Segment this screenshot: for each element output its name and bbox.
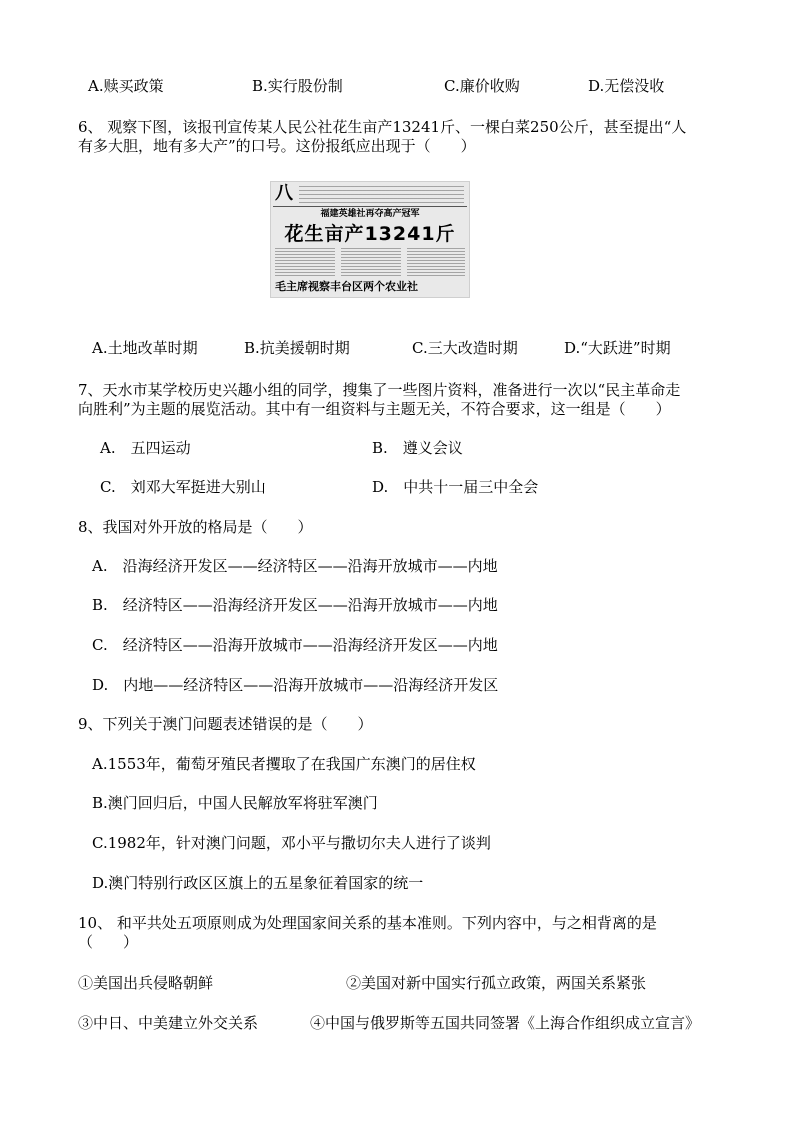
newspaper-column-middle <box>341 248 401 278</box>
q6-stem-line1: 6、 观察下图，该报刊宣传某人民公社花生亩产13241斤、一棵白菜250公斤，甚至提出“人 <box>78 118 687 136</box>
newspaper-image <box>270 181 470 298</box>
q8-option-a: A. 沿海经济开发区——经济特区——沿海开放城市——内地 <box>92 557 498 575</box>
q10-stem-line2: （ ） <box>78 933 139 951</box>
q9-option-c: C.1982年，针对澳门问题，邓小平与撒切尔夫人进行了谈判 <box>92 834 491 852</box>
newspaper-headline: 花生亩产13241斤 <box>284 223 456 245</box>
q5-option-a: A.赎买政策 <box>88 77 164 95</box>
q10-item-4: ④中国与俄罗斯等五国共同签署《上海合作组织成立宣言》 <box>310 1014 701 1032</box>
q7-option-d: D. 中共十一届三中全会 <box>372 478 539 496</box>
newspaper-masthead: 八 <box>275 183 293 204</box>
q7-option-b: B. 遵义会议 <box>372 439 463 457</box>
q7-stem-line2: 向胜利”为主题的展览活动。其中有一组资料与主题无关，不符合要求，这一组是（ ） <box>78 400 671 418</box>
q10-stem-line1: 10、 和平共处五项原则成为处理国家间关系的基本准则。下列内容中，与之相背离的是 <box>78 914 657 932</box>
q5-option-d: D.无偿没收 <box>588 77 665 95</box>
newspaper-rule-top <box>273 206 467 207</box>
q5-option-b: B.实行股份制 <box>252 77 343 95</box>
q9-option-b: B.澳门回归后，中国人民解放军将驻军澳门 <box>92 794 378 812</box>
q8-stem: 8、我国对外开放的格局是（ ） <box>78 518 313 536</box>
newspaper-column-left <box>275 248 335 278</box>
q7-option-c: C. 刘邓大军挺进大别山 <box>100 478 266 496</box>
q8-option-b: B. 经济特区——沿海经济开发区——沿海开放城市——内地 <box>92 596 498 614</box>
q6-option-a: A.土地改革时期 <box>92 339 198 357</box>
q9-stem: 9、下列关于澳门问题表述错误的是（ ） <box>78 715 373 733</box>
q9-option-d: D.澳门特别行政区区旗上的五星象征着国家的统一 <box>92 874 424 892</box>
newspaper-header-text <box>299 186 464 204</box>
q6-option-d: D.“大跃进”时期 <box>564 339 671 357</box>
newspaper-column-right <box>407 248 465 278</box>
q7-option-a: A. 五四运动 <box>100 439 191 457</box>
q10-item-1: ①美国出兵侵略朝鲜 <box>78 974 214 992</box>
q7-stem-line1: 7、天水市某学校历史兴趣小组的同学，搜集了一些图片资料，准备进行一次以“民主革命走 <box>78 381 681 399</box>
newspaper-subheadline: 福建英雄社再夺高产冠军 <box>320 209 420 219</box>
q10-item-2: ②美国对新中国实行孤立政策，两国关系紧张 <box>346 974 647 992</box>
q6-option-b: B.抗美援朝时期 <box>244 339 350 357</box>
q6-option-c: C.三大改造时期 <box>412 339 518 357</box>
q8-option-c: C. 经济特区——沿海开放城市——沿海经济开发区——内地 <box>92 636 498 654</box>
q8-option-d: D. 内地——经济特区——沿海开放城市——沿海经济开发区 <box>92 676 499 694</box>
q5-option-c: C.廉价收购 <box>444 77 520 95</box>
q6-stem-line2: 有多大胆，地有多大产”的口号。这份报纸应出现于（ ） <box>78 137 476 155</box>
q9-option-a: A.1553年，葡萄牙殖民者攫取了在我国广东澳门的居住权 <box>92 755 476 773</box>
newspaper-bottom-headline: 毛主席视察丰台区两个农业社 <box>275 280 418 293</box>
q10-item-3: ③中日、中美建立外交关系 <box>78 1014 259 1032</box>
